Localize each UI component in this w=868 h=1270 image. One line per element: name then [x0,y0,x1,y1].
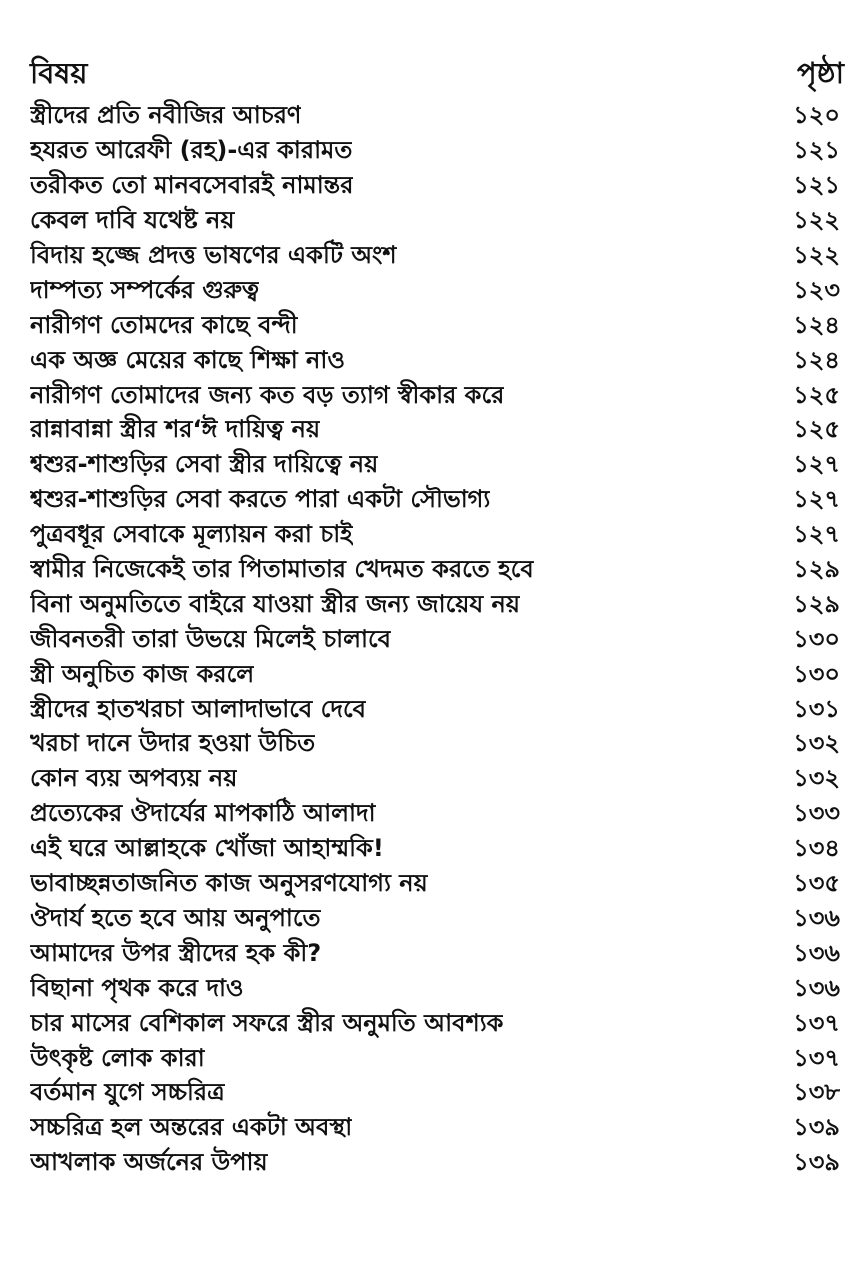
entry-page-number: ১২৭ [793,450,840,479]
entry-page-number: ১৩৫ [793,869,840,898]
toc-entry [30,1147,844,1182]
entry-title: দাম্পত্য সম্পর্কের গুরুত্ব [30,275,260,304]
toc-entry [30,798,844,833]
entry-title: খরচা দানে উদার হওয়া উচিত [30,729,316,758]
toc-entry [30,554,844,589]
toc-entry [30,937,844,972]
entry-title: কোন ব্যয় অপব্যয় নয় [30,764,238,793]
toc-entry [30,274,844,309]
toc-entry [30,205,844,240]
entry-page-number: ১২২ [793,206,840,235]
entry-page-number: ১৩৬ [793,938,840,967]
entry-page-number: ১২০ [793,101,840,130]
entry-page-number: ১৩৩ [793,799,840,828]
toc-entry [30,623,844,658]
entry-title: নারীগণ তোমদের কাছে বন্দী [30,310,298,339]
entry-title: স্ত্রীদের হাতখরচা আলাদাভাবে দেবে [30,694,366,723]
entry-title: স্ত্রী অনুচিত কাজ করলে [30,659,255,688]
toc-entry [30,240,844,275]
toc-entry [30,728,844,763]
entry-title: ঔদার্য হতে হবে আয় অনুপাতে [30,903,321,932]
entry-page-number: ১৩০ [793,624,840,653]
entry-title: হযরত আরেফী (রহ)-এর কারামত [30,136,353,165]
entry-page-number: ১৩৬ [793,903,840,932]
entry-title: এই ঘরে আল্লাহকে খোঁজা আহাম্মকি! [30,834,384,863]
toc-entry [30,972,844,1007]
toc-entry [30,344,844,379]
entry-title: ভাবাচ্ছন্নতাজনিত কাজ অনুসরণযোগ্য নয় [30,869,428,898]
entry-title: জীবনতরী তারা উভয়ে মিলেই চালাবে [30,624,391,653]
entry-page-number: ১২৫ [793,415,840,444]
entry-page-number: ১২৩ [793,275,840,304]
entry-title: আখলাক অর্জনের উপায় [30,1148,268,1177]
toc-entry [30,100,844,135]
entry-title: বিছানা পৃথক করে দাও [30,973,244,1002]
toc-entry [30,135,844,170]
entry-title: তরীকত তো মানবসেবারই নামান্তর [30,171,354,200]
entry-title: আমাদের উপর স্ত্রীদের হক কী? [30,938,322,967]
toc-entry [30,693,844,728]
toc-entry [30,1007,844,1042]
toc-header [30,46,844,100]
entry-page-number: ১২৪ [793,345,840,374]
toc-entry [30,170,844,205]
entry-title: প্রত্যেকের ঔদার্যের মাপকাঠি আলাদা [30,799,376,828]
toc-entry [30,1112,844,1147]
toc-entry [30,309,844,344]
entry-title: সচ্চরিত্র হল অন্তরের একটা অবস্থা [30,1113,353,1142]
entry-title: বিদায় হজ্জে প্রদত্ত ভাষণের একটি অংশ [30,241,397,270]
entry-title: স্ত্রীদের প্রতি নবীজির আচরণ [30,101,302,130]
entry-title: এক অজ্ঞ মেয়ের কাছে শিক্ষা নাও [30,345,345,374]
entry-title: চার মাসের বেশিকাল সফরে স্ত্রীর অনুমতি আবশ্যক [30,1008,504,1037]
toc-entry [30,902,844,937]
entry-title: পুত্রবধূর সেবাকে মূল্যায়ন করা চাই [30,520,353,549]
entry-page-number: ১২১ [793,171,840,200]
toc-entry [30,414,844,449]
entry-page-number: ১২৯ [793,589,840,618]
page-column-heading: পৃষ্ঠা [797,56,844,90]
toc-entry [30,1077,844,1112]
entry-page-number: ১২৪ [793,310,840,339]
toc-entry [30,1042,844,1077]
entry-page-number: ১৩১ [793,694,840,723]
entry-page-number: ১৩২ [793,729,840,758]
entry-page-number: ১২১ [793,136,840,165]
toc-list [30,100,844,1182]
toc-entry [30,588,844,623]
entry-page-number: ১৩৯ [793,1148,840,1177]
entry-page-number: ১২৭ [793,520,840,549]
entry-page-number: ১২২ [793,241,840,270]
entry-page-number: ১৩২ [793,764,840,793]
toc-entry [30,763,844,798]
entry-page-number: ১৩৪ [793,834,840,863]
toc-entry [30,449,844,484]
entry-page-number: ১৩৮ [793,1078,840,1107]
toc-entry [30,658,844,693]
entry-title: শ্বশুর-শাশুড়ির সেবা করতে পারা একটা সৌভাগ্য [30,485,491,514]
toc-entry [30,379,844,414]
entry-page-number: ১৩০ [793,659,840,688]
entry-page-number: ১৩৬ [793,973,840,1002]
entry-page-number: ১৩৭ [793,1008,840,1037]
toc-entry [30,519,844,554]
entry-page-number: ১২৭ [793,485,840,514]
entry-title: শ্বশুর-শাশুড়ির সেবা স্ত্রীর দায়িত্বে নয় [30,450,379,479]
entry-title: নারীগণ তোমাদের জন্য কত বড় ত্যাগ স্বীকার করে [30,380,505,409]
entry-title: উৎকৃষ্ট লোক কারা [30,1043,205,1072]
toc-entry [30,833,844,868]
entry-title: কেবল দাবি যথেষ্ট নয় [30,206,235,235]
entry-title: স্বামীর নিজেকেই তার পিতামাতার খেদমত করতে হবে [30,555,534,584]
entry-title: রান্নাবান্না স্ত্রীর শর‘ঈ দায়িত্ব নয় [30,415,321,444]
entry-title: বিনা অনুমতিতে বাইরে যাওয়া স্ত্রীর জন্য জায়েয নয় [30,589,520,618]
entry-page-number: ১২৫ [793,380,840,409]
entry-page-number: ১২৯ [793,555,840,584]
toc-entry [30,868,844,903]
entry-title: বর্তমান যুগে সচ্চরিত্র [30,1078,225,1107]
subject-column-heading: বিষয় [30,56,88,90]
entry-page-number: ১৩৯ [793,1113,840,1142]
entry-page-number: ১৩৭ [793,1043,840,1072]
toc-entry [30,484,844,519]
